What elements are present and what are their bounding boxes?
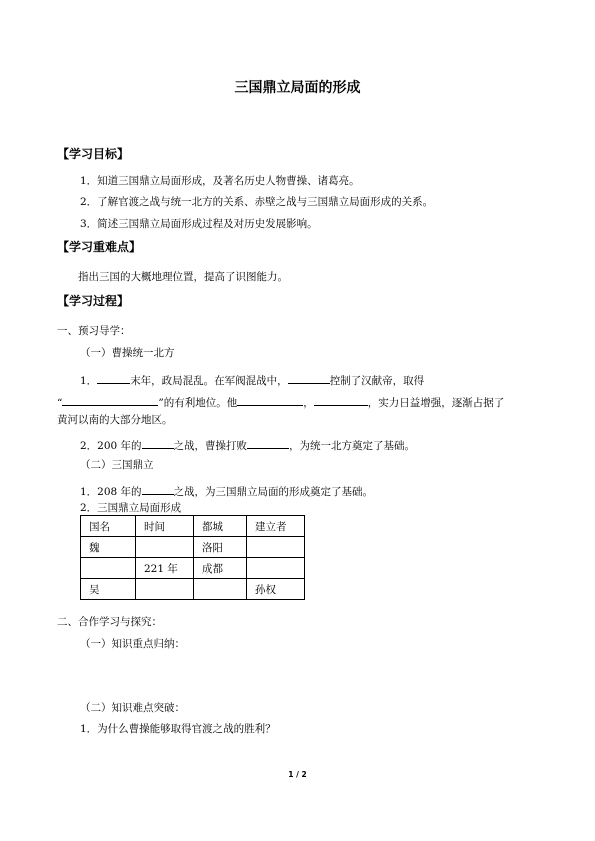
goal-item-2: 2．了解官渡之战与统一北方的关系、赤壁之战与三国鼎立局面形成的关系。	[80, 196, 434, 208]
table-header-cell: 建立者	[247, 516, 305, 537]
part2-label: 二、合作学习与探究：	[57, 616, 162, 628]
blank-field[interactable]	[142, 483, 174, 495]
table-row	[81, 579, 305, 600]
blank-field[interactable]	[97, 372, 130, 384]
blank-field[interactable]	[314, 394, 368, 406]
blank-field[interactable]	[237, 394, 303, 406]
blank-field[interactable]	[247, 437, 289, 449]
table-row	[81, 537, 305, 558]
process-heading: 【学习过程】	[57, 294, 130, 308]
table-cell[interactable]	[136, 579, 194, 600]
sub3-label: （一）知识重点归纳：	[80, 638, 185, 650]
table-header-row	[81, 516, 305, 537]
question-1-line-2: “ ”的有利地位。他 ， ，实力日益增强，逐渐占据了	[57, 394, 504, 409]
table-cell[interactable]	[194, 579, 247, 600]
sub2-label: （二）三国鼎立	[80, 459, 154, 471]
table-cell[interactable]	[136, 537, 194, 558]
sub1-label: （一）曹操统一北方	[80, 347, 175, 359]
table-cell: 魏	[81, 537, 136, 558]
question-1-line-1: 1． 末年，政局混乱。在军阀混战中， 控制了汉献帝，取得	[80, 372, 424, 387]
table-cell[interactable]	[81, 558, 136, 579]
table-header-cell: 国名	[81, 516, 136, 537]
table-cell: 孙权	[247, 579, 305, 600]
table-header-cell: 时间	[136, 516, 194, 537]
key-points-text: 指出三国的大概地理位置，提高了识图能力。	[78, 271, 288, 283]
page-title: 三国鼎立局面的形成	[234, 80, 361, 96]
table-cell: 221 年	[136, 558, 194, 579]
question-1-line-3: 黄河以南的大部分地区。	[57, 414, 173, 426]
table-row	[81, 558, 305, 579]
question-5: 1．为什么曹操能够取得官渡之战的胜利？	[80, 723, 276, 735]
key-points-heading: 【学习重难点】	[57, 240, 142, 254]
goal-item-1: 1．知道三国鼎立局面形成，及著名历史人物曹操、诸葛亮。	[80, 175, 360, 187]
question-2: 2．200 年的 之战，曹操打败 ，为统一北方奠定了基础。	[80, 437, 415, 452]
blank-field[interactable]	[142, 437, 174, 449]
goals-heading: 【学习目标】	[57, 147, 130, 161]
question-3: 1．208 年的 之战，为三国鼎立局面的形成奠定了基础。	[80, 483, 373, 498]
sub4-label: （二）知识难点突破：	[80, 702, 185, 714]
table-header-cell: 都城	[194, 516, 247, 537]
table-cell: 洛阳	[194, 537, 247, 558]
table-cell[interactable]	[247, 537, 305, 558]
three-kingdoms-table	[80, 515, 305, 600]
table-cell[interactable]	[247, 558, 305, 579]
goal-item-3: 3．简述三国鼎立局面形成过程及对历史发展影响。	[80, 218, 318, 230]
blank-field[interactable]	[62, 394, 158, 406]
page-number: 1 / 2	[288, 770, 307, 779]
question-4: 2．三国鼎立局面形成	[80, 502, 182, 514]
table-cell: 吴	[81, 579, 136, 600]
part1-label: 一、预习导学：	[57, 325, 131, 337]
table-cell: 成都	[194, 558, 247, 579]
blank-field[interactable]	[288, 372, 330, 384]
